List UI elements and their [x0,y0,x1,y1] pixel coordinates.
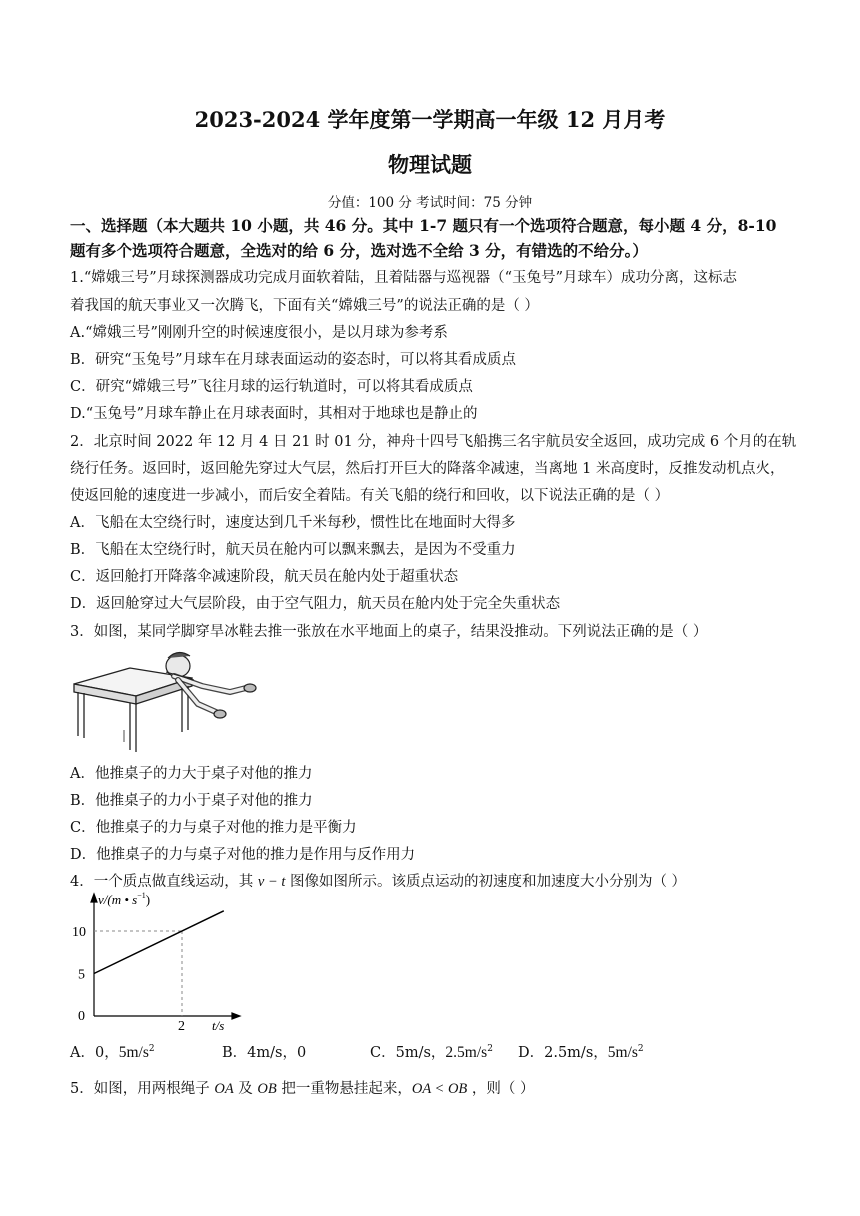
exam-title: 2023-2024 学年度第一学期高一年级 12 月月考 [194,107,666,132]
q2-option-a: A．飞船在太空绕行时，速度达到几千米每秒，惯性比在地面时大得多 [70,515,516,531]
q1-option-b: B．研究“玉兔号”月球车在月球表面运动的姿态时，可以将其看成质点 [70,352,516,368]
x-axis-label: t/s [212,1018,225,1030]
q1-option-d: D.“玉兔号”月球车静止在月球表面时，其相对于地球也是静止的 [70,406,478,422]
series-line [94,911,224,974]
q1-option-a: A.“嫦娥三号”刚刚升空的时候速度很小，是以月球为参考系 [70,325,448,341]
q3-option-c: C．他推桌子的力与桌子对他的推力是平衡力 [70,820,357,836]
y-axis-label: v/(m • $s^{-1}$) [98,891,151,907]
table-drawing [74,668,192,752]
section-heading-line2: 题有多个选项符合题意，全选对的给 6 分，选对选不全给 3 分，有错选的不给分。） [70,241,648,260]
q2-stem-line2: 绕行任务。返回时，返回舱先穿过大气层，然后打开巨大的降落伞减速，当离地 1 米高度时，反推发动机点火， [70,461,785,477]
x-tick-2: 2 [178,1019,185,1030]
q2-stem-line3: 使返回舱的速度进一步减小，而后安全着陆。有关飞船的绕行和回收，以下说法正确的是（ ） [70,488,670,504]
q4-option-d: D．2.5m/s，$5m/s^2$ [518,1044,644,1061]
q1-stem-line2: 着我国的航天事业又一次腾飞，下面有关“嫦娥三号”的说法正确的是（ ） [70,298,539,314]
origin-label: 0 [78,1009,85,1024]
exam-meta: 分值：100 分 考试时间：75 分钟 [327,195,533,211]
q1-option-c: C．研究“嫦娥三号”飞往月球的运行轨道时，可以将其看成质点 [70,379,473,395]
q3-option-a: A．他推桌子的力大于桌子对他的推力 [70,766,313,782]
q4-option-a: A．0，$5m/s^2$ [70,1044,155,1061]
q3-option-d: D．他推桌子的力与桌子对他的推力是作用与反作用力 [70,847,416,863]
q3-stem: 3．如图，某同学脚穿旱冰鞋去推一张放在水平地面上的桌子，结果没推动。下列说法正确的是（ ） [70,624,708,640]
y-tick-5: 5 [78,967,85,983]
q5-stem: 5．如图，用两根绳子 OA 及 OB 把一重物悬挂起来，OA < OB ，则（ ） [70,1081,535,1097]
x-axis-arrow [232,1013,240,1019]
y-axis-arrow [91,894,97,902]
q4-stem: 4．一个质点做直线运动，其 v − t 图像如图所示。该质点运动的初速度和加速度大小分别为（ ） [70,874,687,890]
exam-subtitle: 物理试题 [388,152,472,177]
q2-option-d: D．返回舱穿过大气层阶段，由于空气阻力，航天员在舱内处于完全失重状态 [70,596,561,612]
q4-option-b: B．4m/s，0 [222,1045,307,1061]
q3-option-b: B．他推桌子的力小于桌子对他的推力 [70,793,313,809]
section-heading-line1: 一、选择题（本大题共 10 小题，共 46 分。其中 1-7 题只有一个选项符合题意，每小题 4 分，8-10 [70,216,777,235]
q4-options [70,1041,800,1062]
q4-option-c: C．5m/s，$2.5m/s^2$ [370,1044,493,1061]
table-push-illustration [70,646,270,756]
q4-vt-math: v − t [257,874,286,890]
q2-option-b: B．飞船在太空绕行时，航天员在舱内可以飘来飘去，是因为不受重力 [70,542,516,558]
vt-graph [70,890,250,1030]
q1-stem-line1: 1.“嫦娥三号”月球探测器成功完成月面软着陆，且着陆器与巡视器（“玉兔号”月球车）成功分离，这标志 [70,270,737,286]
q2-stem-line1: 2．北京时间 2022 年 12 月 4 日 21 时 01 分，神舟十四号飞船携三名宇航员安全返回，成功完成 6 个月的在轨 [70,434,797,450]
person-drawing [166,652,256,718]
q2-option-c: C．返回舱打开降落伞减速阶段，航天员在舱内处于超重状态 [70,569,459,585]
y-tick-10: 10 [72,925,86,940]
